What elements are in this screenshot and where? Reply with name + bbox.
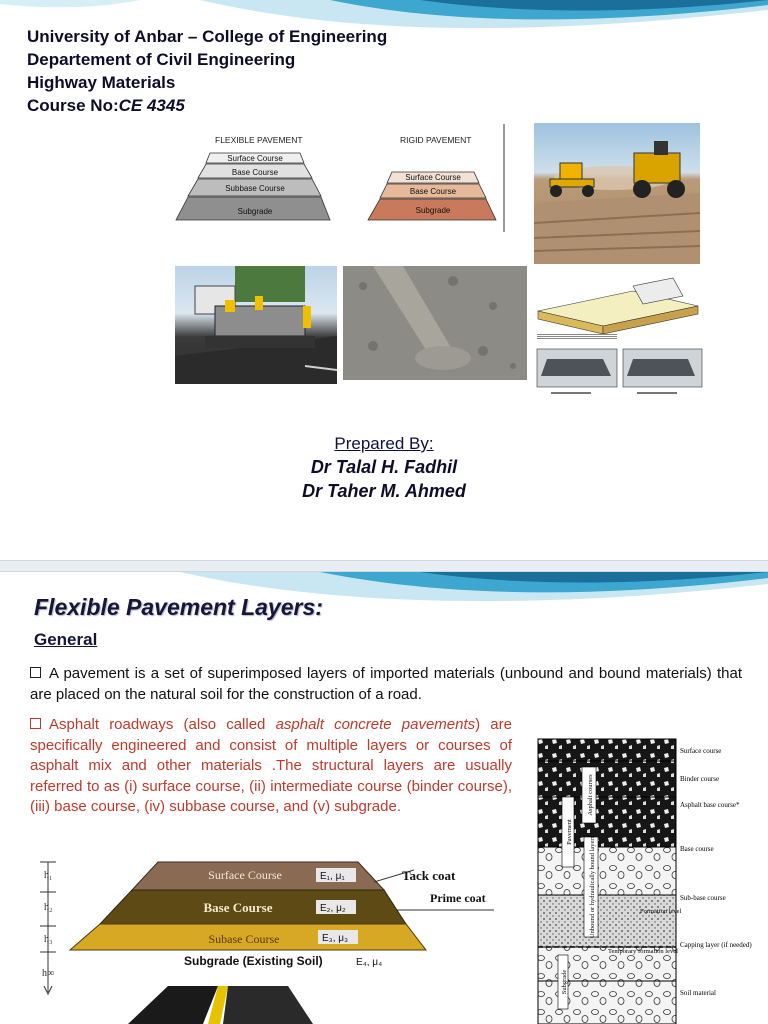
author-name: Dr Talal H. Fadhil (310, 457, 458, 477)
slide-divider (0, 560, 768, 572)
pavement-types-diagram (170, 120, 520, 235)
asphalt-paver-photo (175, 266, 337, 384)
tack-coat-label: Tack coat (402, 868, 456, 883)
section-layer-label: Soil material (680, 989, 716, 997)
formation-level-label: Formation level (640, 908, 682, 915)
checkbox-bullet-icon (30, 718, 41, 729)
pavement-section-diagram (536, 737, 768, 1024)
pavement-structure-diagrams (533, 266, 706, 400)
section-heading: General (34, 630, 98, 649)
definition-paragraph: A pavement is a set of superimposed layers of imported materials (unbound and bound materials) that are placed on the natural soil for the construction of a road. (30, 665, 742, 703)
department-line: Departement of Civil Engineering (27, 50, 296, 69)
subject-line: Highway Materials (27, 73, 176, 92)
flex-layer-label: Subbase Course (225, 184, 285, 193)
road-grader-photo (534, 123, 700, 264)
university-line: University of Anbar – College of Engineering (27, 27, 388, 46)
pavement-cross-section-diagram (28, 854, 498, 1024)
flexible-pavement-title: FLEXIBLE PAVEMENT (215, 135, 303, 145)
thickness-label: h₂ (44, 902, 53, 913)
section-layer-label: Sub-base course (680, 894, 726, 902)
section-layer-label: Asphalt base course* (680, 801, 740, 809)
course-header (27, 25, 387, 117)
emphasis-term: asphalt concrete pavements (275, 716, 476, 733)
thickness-label: h₃ (44, 934, 53, 945)
layer-param: E₃, μ₃ (322, 933, 349, 944)
course-line: Course No:CE 4345 (27, 96, 185, 115)
layer-param: E₁, μ₁ (320, 871, 345, 882)
author-name: Dr Taher M. Ahmed (302, 481, 466, 501)
layer-param: E₂, μ₂ (320, 903, 346, 914)
subgrade-label: Subgrade (Existing Soil) (184, 954, 323, 968)
concrete-pour-photo (343, 266, 527, 380)
section-layer-label: Capping layer (if needed) (680, 941, 752, 949)
layer-name: Subase Course (208, 932, 280, 946)
subgrade-param: E₄, μ₄ (356, 957, 383, 968)
flex-layer-label: Subgrade (237, 207, 273, 216)
prepared-by-label: Prepared By: (334, 434, 434, 453)
prime-coat-label: Prime coat (430, 891, 486, 905)
rigid-layer-label: Base Course (409, 187, 457, 196)
flex-layer-label: Base Course (231, 168, 279, 177)
layer-name: Surface Course (208, 868, 282, 882)
checkbox-bullet-icon (30, 667, 41, 678)
section-layer-label: Surface course (680, 747, 722, 755)
asphalt-roadways-paragraph: Asphalt roadways (also called asphalt concrete pavements) are specifically engineered and consist of multiple layers or courses of asphalt mix and other materials .The structural layers are usually referred to as (i) surface course, (ii) intermediate course (binder course), (iii) base course, (iv) subbase course, and (v) subgrade. (30, 716, 512, 815)
flex-layer-label: Surface Course (227, 154, 283, 163)
section-layer-label: Base course (680, 845, 714, 853)
rigid-pavement-title: RIGID PAVEMENT (400, 135, 472, 145)
section-layer-label: Binder course (680, 775, 720, 783)
vertical-label: Pavement (566, 819, 573, 845)
temp-formation-level-label: Temporary formation level (608, 948, 678, 955)
vertical-label: Unbound or hydraulically bound layers (589, 835, 596, 939)
flexible-pavement-slide (0, 572, 768, 1024)
thickness-label: h₁ (44, 870, 53, 881)
vertical-label: Subgrade (561, 969, 568, 995)
thickness-label: h∞ (42, 968, 55, 979)
course-number: CE 4345 (118, 96, 185, 115)
rigid-layer-label: Subgrade (415, 206, 451, 215)
vertical-label: Asphalt courses (587, 774, 594, 816)
slide-title: Flexible Pavement Layers: (34, 594, 323, 620)
rigid-layer-label: Surface Course (405, 173, 461, 182)
layer-name: Base Course (203, 900, 273, 915)
